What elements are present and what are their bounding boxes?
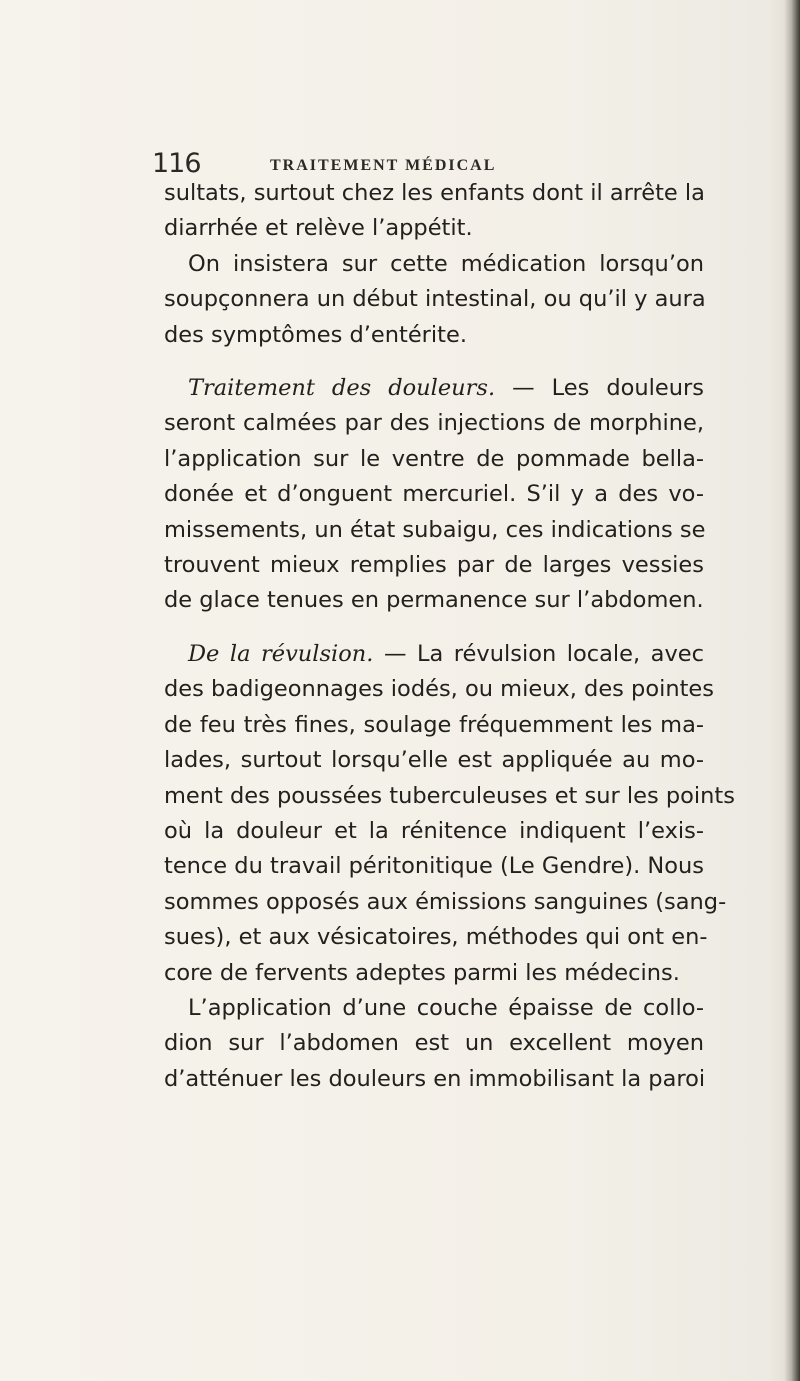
text-line: lades, surtout lorsqu’elle est appliquée au mo- <box>164 747 704 774</box>
text-line: soupçonnera un début intestinal, ou qu’il y aura <box>164 286 706 313</box>
paragraph <box>164 371 704 619</box>
paragraph <box>164 637 735 991</box>
text-line: L’application d’une couche épaisse de collo- <box>188 994 704 1021</box>
paragraph <box>164 247 704 353</box>
text-line <box>164 637 704 672</box>
text-line: ment des poussées tuberculeuses et sur les points <box>164 782 735 809</box>
page-number: 116 <box>152 148 201 179</box>
text-line: missements, un état subaigu, ces indications se <box>164 516 706 543</box>
paragraph-spacer <box>164 353 704 371</box>
heading-continuation: — La révulsion locale, avec <box>383 640 704 667</box>
heading-continuation: — Les douleurs <box>512 375 704 402</box>
text-line: d’atténuer les douleurs en immobilisant la paroi <box>164 1065 706 1092</box>
text-line <box>164 371 704 406</box>
text-line: l’application sur le ventre de pommade bella- <box>164 445 704 472</box>
text-line: sues), et aux vésicatoires, méthodes qui ont en- <box>164 924 708 951</box>
text-line: sommes opposés aux émissions sanguines (sang- <box>164 888 727 915</box>
text-line: tence du travail péritonitique (Le Gendre). Nous <box>164 853 704 880</box>
text-line: dion sur l’abdomen est un excellent moyen <box>164 1030 704 1057</box>
text-line: diarrhée et relève l’appétit. <box>164 215 473 242</box>
text-line: donée et d’onguent mercuriel. S’il y a des vo- <box>164 481 704 508</box>
body-text <box>164 176 735 1097</box>
text-line: seront calmées par des injections de morphine, <box>164 410 704 437</box>
text-line: On insistera sur cette médication lorsqu’on <box>188 250 704 277</box>
section-heading: De la révulsion. <box>188 640 374 667</box>
text-line: des symptômes d’entérite. <box>164 321 467 348</box>
section-heading: Traitement des douleurs. <box>188 375 496 402</box>
text-line: sultats, surtout chez les enfants dont il arrête la <box>164 180 705 206</box>
text-line: trouvent mieux remplies par de larges vessies <box>164 552 704 579</box>
paragraph-spacer <box>164 619 704 637</box>
paragraph <box>164 176 704 247</box>
text-line: de feu très fines, soulage fréquemment les ma- <box>164 711 704 738</box>
paragraph <box>164 991 704 1097</box>
page-edge-shadow <box>784 0 800 1381</box>
running-title: TRAITEMENT MÉDICAL <box>270 157 497 174</box>
text-line: core de fervents adeptes parmi les médecins. <box>164 959 680 986</box>
text-line: des badigeonnages iodés, ou mieux, des pointes <box>164 676 714 703</box>
text-line: de glace tenues en permanence sur l’abdomen. <box>164 587 704 614</box>
text-line: où la douleur et la rénitence indiquent l’exis- <box>164 817 704 844</box>
